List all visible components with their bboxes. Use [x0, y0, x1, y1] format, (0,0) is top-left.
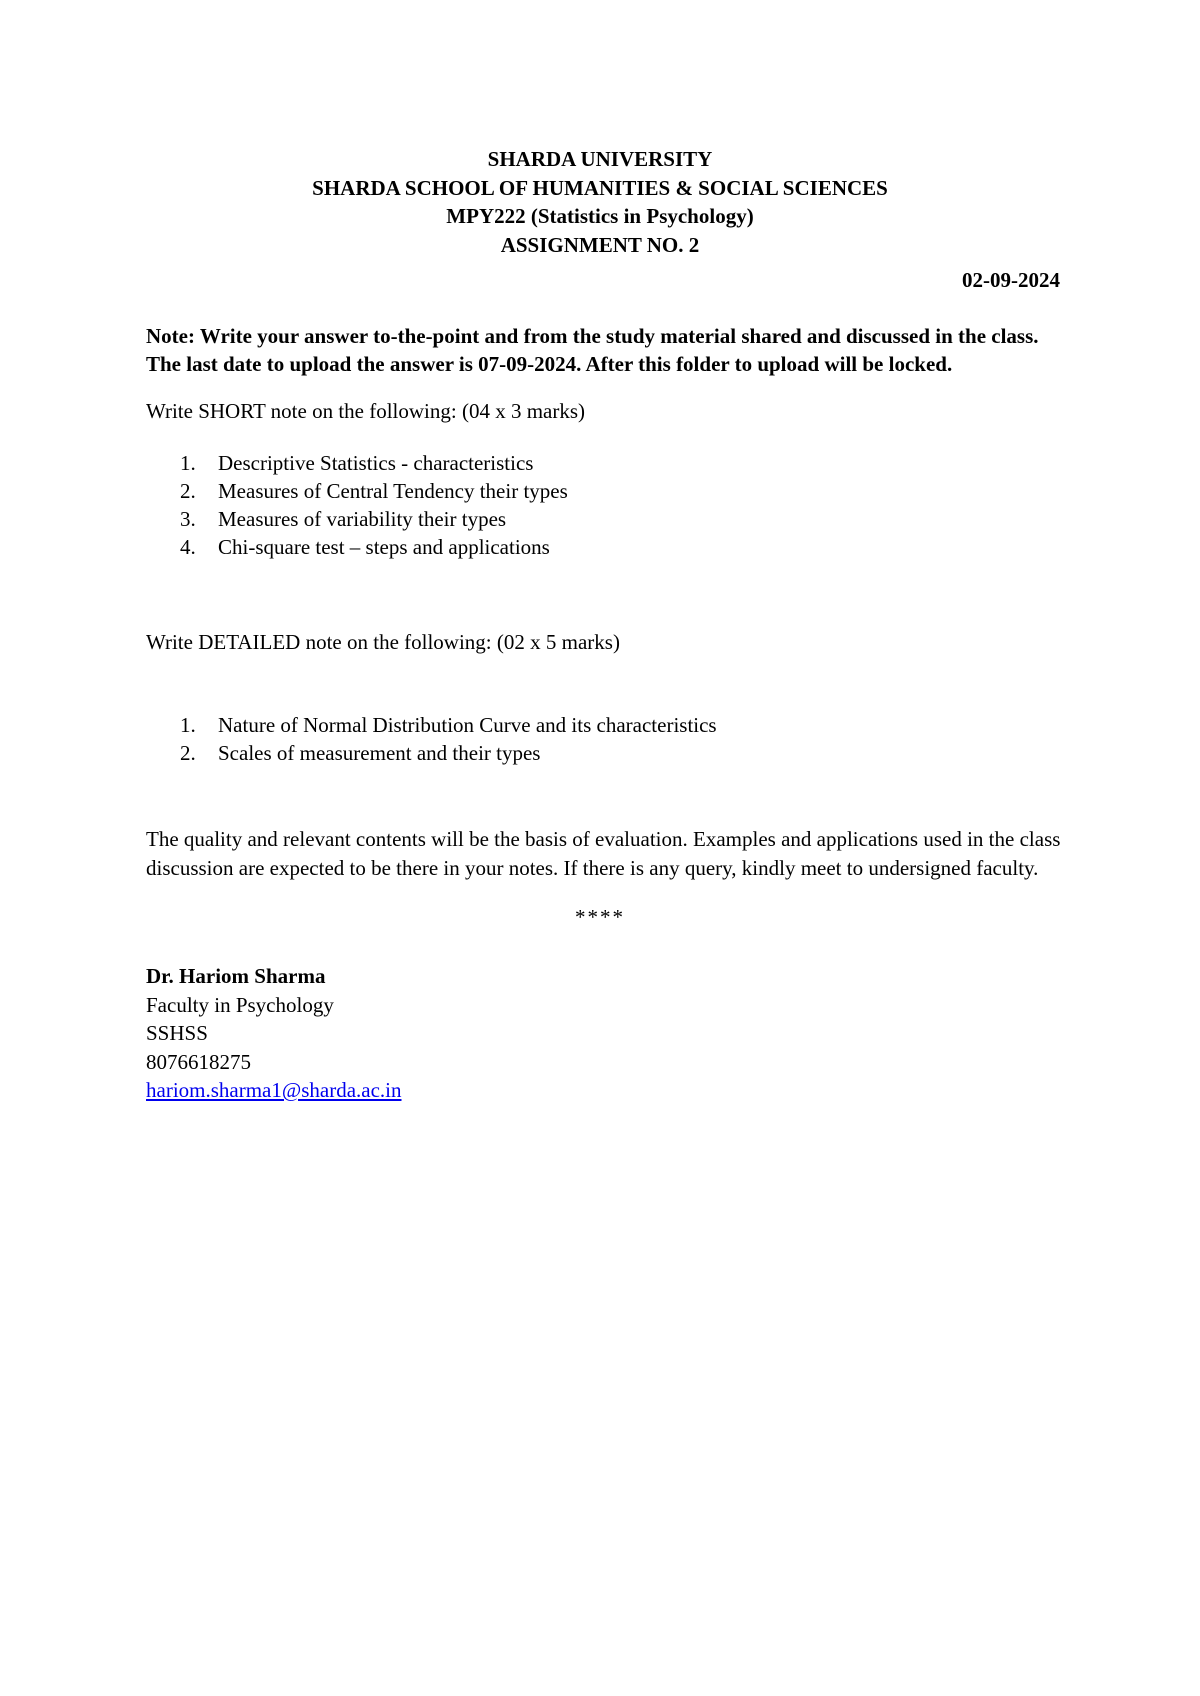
list-item: 1. Nature of Normal Distribution Curve and its characteristics — [180, 713, 717, 737]
document-header — [0, 145, 1200, 259]
short-note-list — [180, 449, 568, 561]
detailed-note-list — [180, 711, 717, 767]
faculty-email-link[interactable]: hariom.sharma1@sharda.ac.in — [146, 1078, 402, 1102]
evaluation-note: The quality and relevant contents will be the basis of evaluation. Examples and applications used in the class discussion are expected to be there in your notes. If there is any query, kindly meet to undersigned faculty. — [146, 827, 1061, 880]
section-separator: **** — [575, 905, 625, 929]
school-name: SHARDA SCHOOL OF HUMANITIES & SOCIAL SCIENCES — [312, 175, 888, 200]
submission-note: Note: Write your answer to-the-point and from the study material shared and discussed in the class. The last date to upload the answer is 07-09-2024. After this folder to upload will be locked. — [146, 324, 1039, 376]
assignment-date: 02-09-2024 — [962, 268, 1060, 292]
list-item: 3. Measures of variability their types — [180, 507, 507, 531]
faculty-name: Dr. Hariom Sharma — [146, 964, 326, 988]
list-item: 2. Scales of measurement and their types — [180, 741, 541, 765]
course-title: MPY222 (Statistics in Psychology) — [446, 204, 754, 228]
short-note-heading: Write SHORT note on the following: (04 x 3 marks) — [146, 399, 586, 423]
faculty-phone: 8076618275 — [146, 1049, 251, 1074]
list-item: 2. Measures of Central Tendency their types — [180, 479, 568, 503]
university-name: SHARDA UNIVERSITY — [487, 147, 713, 171]
list-item: 1. Descriptive Statistics - characteristics — [180, 451, 534, 475]
assignment-title: ASSIGNMENT NO. 2 — [500, 232, 700, 257]
detailed-note-heading: Write DETAILED note on the following: (02 x 5 marks) — [146, 630, 620, 654]
faculty-department: SSHSS — [146, 1021, 208, 1045]
signature-block — [146, 962, 402, 1105]
faculty-title: Faculty in Psychology — [146, 992, 334, 1017]
list-item: 4. Chi-square test – steps and applications — [180, 535, 550, 559]
